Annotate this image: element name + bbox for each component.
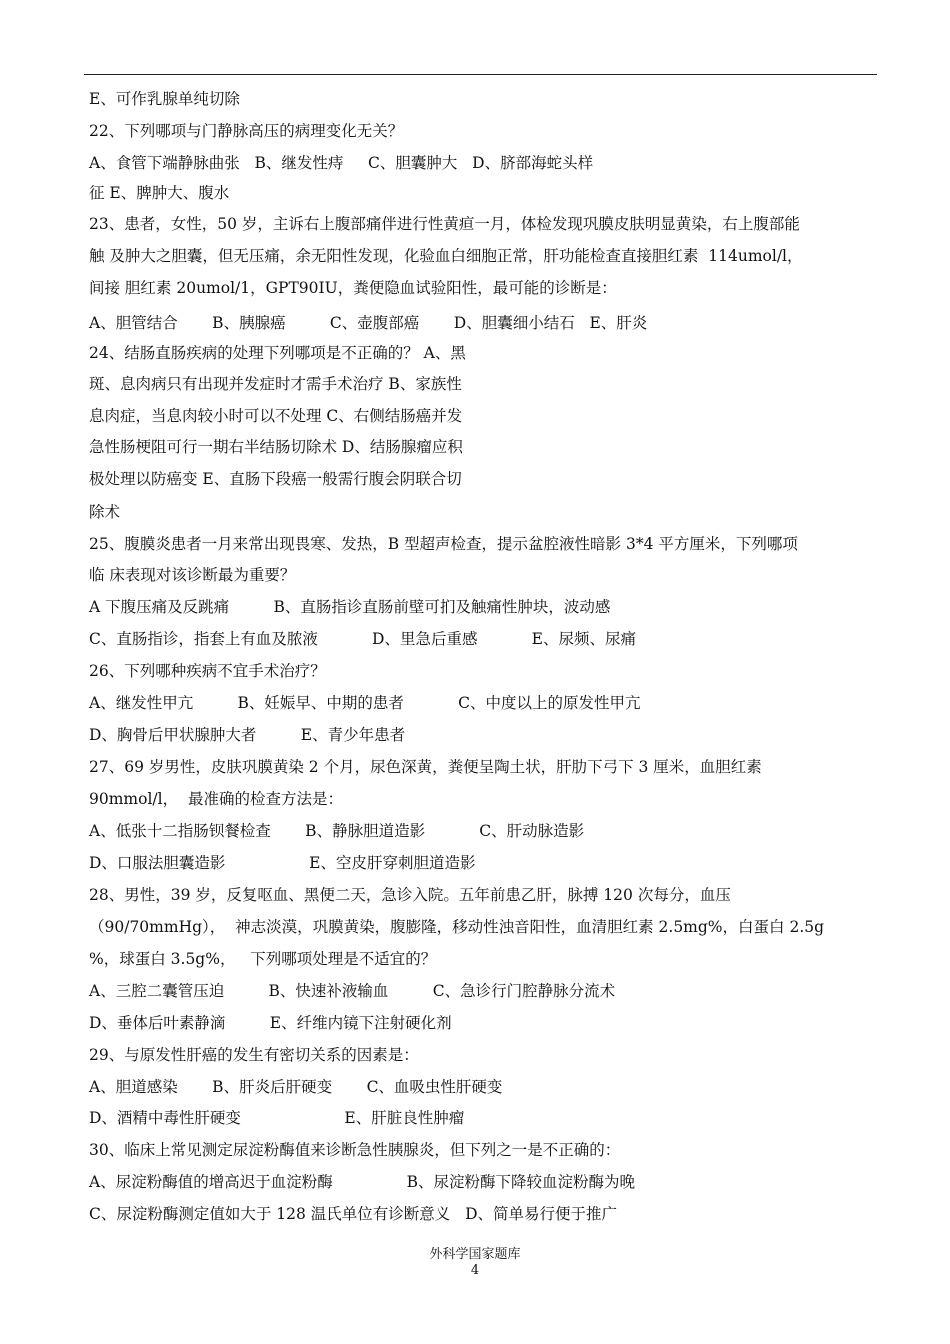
- text-line: 触 及肿大之胆囊，但无压痛，余无阳性发现，化验血白细胞正常，肝功能检查直接胆红素 114umol/l，: [89, 247, 803, 265]
- question-28: 28、男性，39 岁，反复呕血、黑便二天，急诊入院。五年前患乙肝，脉搏 120 次每分，血压: [89, 886, 731, 904]
- text-line: A、继发性甲亢 B、妊娠早、中期的患者 C、中度以上的原发性甲亢: [89, 694, 641, 712]
- footer-title: 外科学国家题库: [429, 1247, 521, 1262]
- text-line: E、可作乳腺单纯切除: [89, 90, 240, 108]
- text-line: 征 E、脾肿大、腹水: [89, 184, 230, 202]
- text-line: 90mmol/l， 最准确的检查方法是：: [89, 790, 343, 808]
- question-27: 27、69 岁男性，皮肤巩膜黄染 2 个月，尿色深黄，粪便呈陶土状，肝肋下弓下 3 厘米，血胆红素: [89, 758, 762, 776]
- question-29: 29、与原发性肝癌的发生有密切关系的因素是：: [89, 1046, 419, 1064]
- text-line: D、口服法胆囊造影 E、空皮肝穿刺胆道造影: [89, 854, 476, 872]
- question-22: 22、下列哪项与门静脉高压的病理变化无关？: [89, 122, 404, 140]
- text-line: D、垂体后叶素静滴 E、纤维内镜下注射硬化剂: [89, 1014, 452, 1032]
- text-line: 临 床表现对该诊断最为重要？: [89, 566, 296, 584]
- text-line: D、酒精中毒性肝硬变 E、肝脏良性肿瘤: [89, 1109, 465, 1127]
- text-line: 极处理以防癌变 E、直肠下段癌一般需行腹会阴联合切: [89, 470, 462, 488]
- text-line: D、胸骨后甲状腺肿大者 E、青少年患者: [89, 726, 406, 744]
- text-line: A、低张十二指肠钡餐检查 B、静脉胆道造影 C、肝动脉造影: [89, 822, 585, 840]
- question-23: 23、患者，女性，50 岁，主诉右上腹部痛伴进行性黄疸一月，体检发现巩膜皮肤明显黄染，右上腹部能: [89, 215, 800, 233]
- question-26: 26、下列哪种疾病不宜手术治疗？: [89, 662, 326, 680]
- text-line: %，球蛋白 3.5g%， 下列哪项处理是不适宜的？: [89, 950, 437, 968]
- header-rule: [84, 74, 877, 75]
- text-line: 除术: [89, 503, 121, 521]
- question-25: 25、腹膜炎患者一月来常出现畏寒、发热，B 型超声检查，提示盆腔液性暗影 3*4 平方厘米，下列哪项: [89, 535, 798, 553]
- text-line: 急性肠梗阻可行一期右半结肠切除术 D、结肠腺瘤应积: [89, 438, 463, 456]
- page-number: 4: [470, 1263, 480, 1278]
- text-line: 斑、息肉病只有出现并发症时才需手术治疗 B、家族性: [89, 375, 462, 393]
- text-line: A、胆道感染 B、肝炎后肝硬变 C、血吸虫性肝硬变: [89, 1078, 503, 1096]
- text-line: C、直肠指诊，指套上有血及脓液 D、里急后重感 E、尿频、尿痛: [89, 630, 636, 648]
- text-line: A、三腔二囊管压迫 B、快速补液输血 C、急诊行门腔静脉分流术: [89, 982, 616, 1000]
- text-line: A、食管下端静脉曲张 B、继发性痔 C、胆囊肿大 D、脐部海蛇头样: [89, 154, 594, 172]
- question-30: 30、临床上常见测定尿淀粉酶值来诊断急性胰腺炎，但下列之一是不正确的：: [89, 1141, 621, 1159]
- text-line: A、胆管结合 B、胰腺癌 C、壶腹部癌 D、胆囊细小结石 E、肝炎: [89, 314, 648, 332]
- text-line: 间接 胆红素 20umol/1，GPT90IU，粪便隐血试验阳性，最可能的诊断是：: [89, 279, 617, 297]
- text-line: A、尿淀粉酶值的增高迟于血淀粉酶 B、尿淀粉酶下降较血淀粉酶为晚: [89, 1173, 635, 1191]
- text-line: （90/70mmHg）， 神志淡漠，巩膜黄染，腹膨隆，移动性浊音阳性，血清胆红素 2.5mg%，白蛋白 2.5g: [89, 918, 825, 936]
- text-line: 息肉症，当息肉较小时可以不处理 C、右侧结肠癌并发: [89, 407, 463, 425]
- question-24: 24、结肠直肠疾病的处理下列哪项是不正确的？ A、黑: [89, 344, 466, 362]
- text-line: A 下腹压痛及反跳痛 B、直肠指诊直肠前壁可扪及触痛性肿块，波动感: [89, 598, 611, 616]
- text-line: C、尿淀粉酶测定值如大于 128 温氏单位有诊断意义 D、简单易行便于推广: [89, 1205, 618, 1223]
